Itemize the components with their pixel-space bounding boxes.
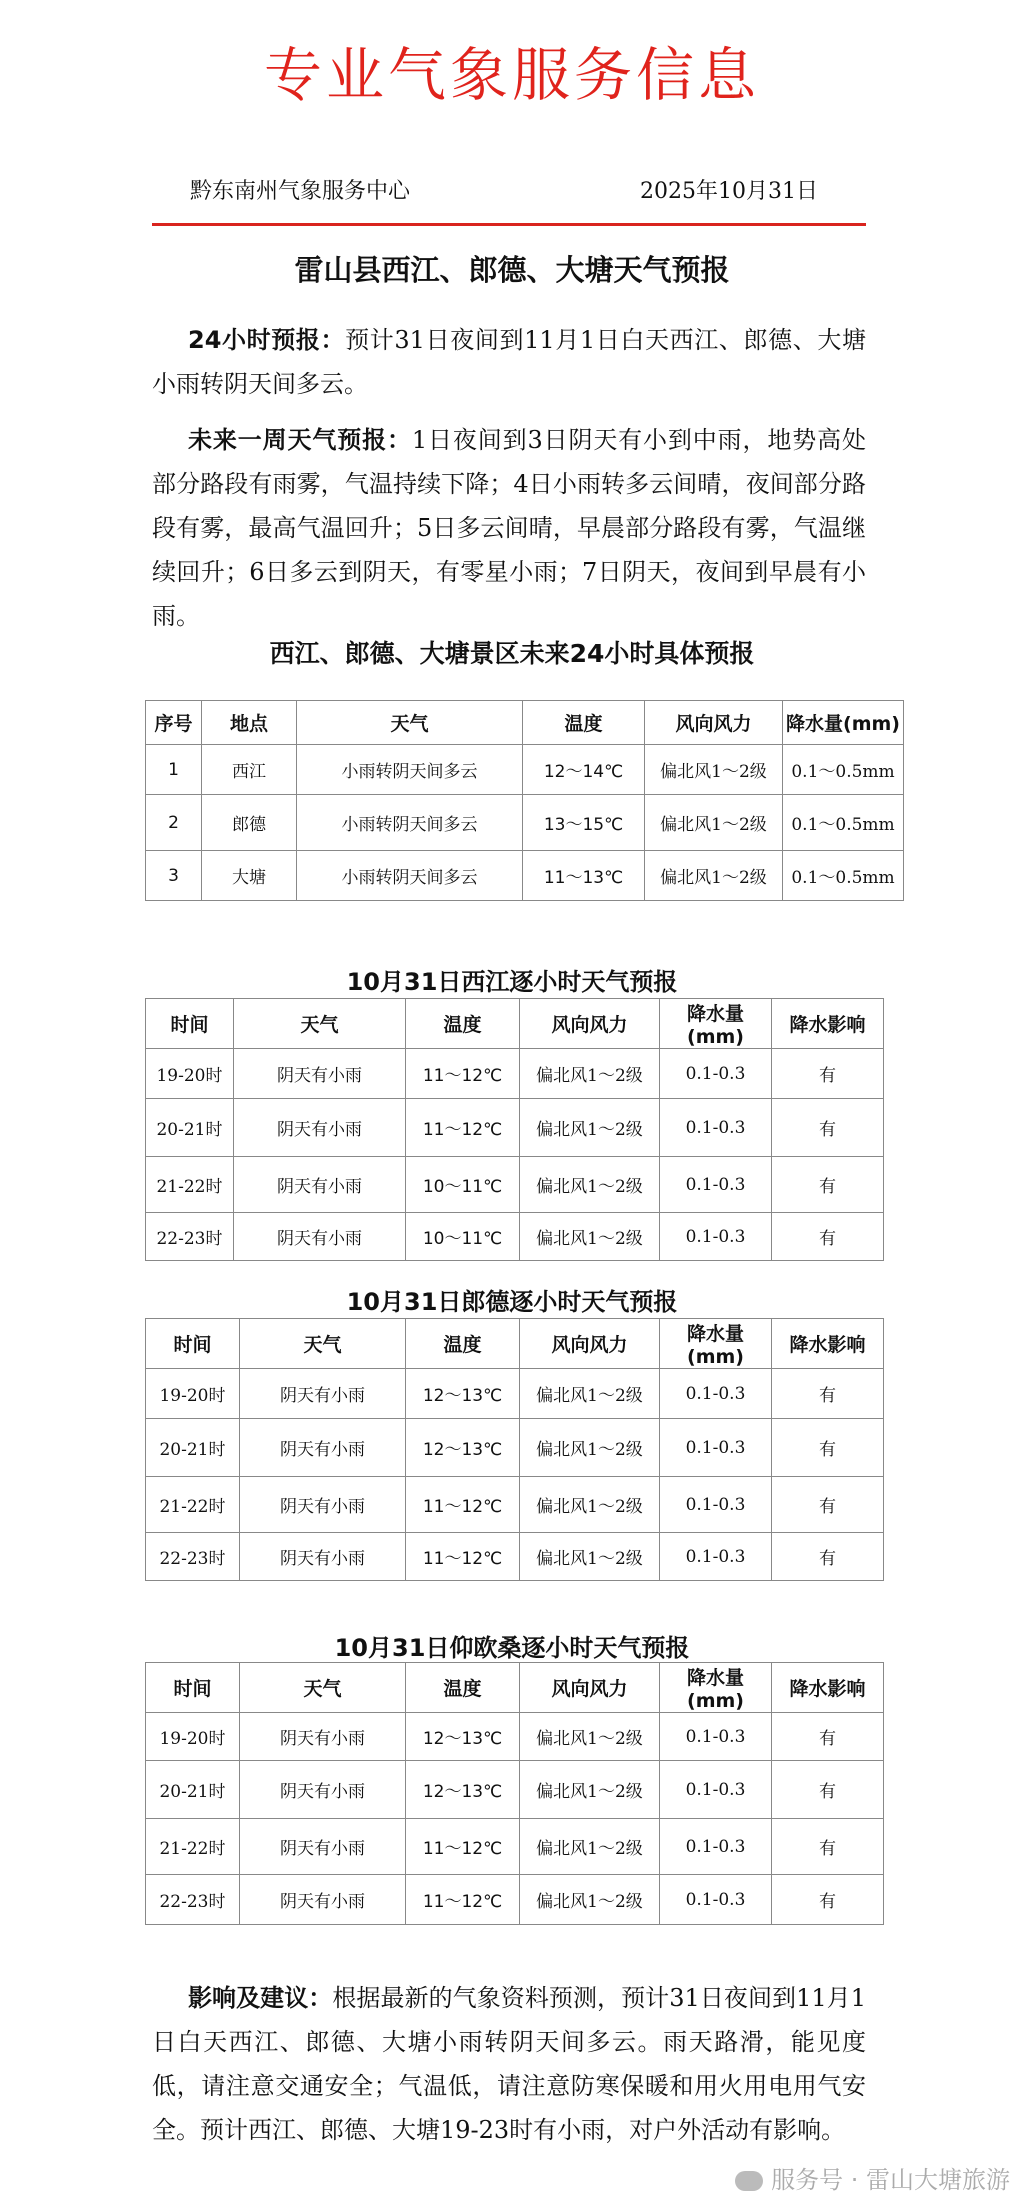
table-cell: 0.1-0.3 [660,1049,772,1099]
table-cell: 大塘 [202,851,297,901]
langde-hourly-table [145,1318,884,1581]
table-cell: 1 [146,745,202,795]
table-cell: 20-21时 [146,1761,240,1819]
table-row [146,851,904,901]
table-cell: 13～15℃ [523,795,645,851]
table-cell: 12～14℃ [523,745,645,795]
table-cell: 阴天有小雨 [240,1761,406,1819]
table-cell: 12～13℃ [406,1419,520,1477]
table-row [146,1369,884,1419]
forecast-24h-text: 预计31日夜间到11月1日白天西江、郎德、大塘小雨转阴天间多云。 [152,326,866,398]
table-cell: 12～13℃ [406,1369,520,1419]
table-cell: 10～11℃ [406,1213,520,1261]
table-cell: 阴天有小雨 [240,1713,406,1761]
table-cell: 阴天有小雨 [234,1213,406,1261]
table-cell: 0.1～0.5mm [783,851,904,901]
table-cell: 偏北风1～2级 [520,1157,660,1213]
table-cell: 有 [772,1419,884,1477]
table-cell: 有 [772,1713,884,1761]
col-header: 温度 [406,999,520,1049]
table-row [146,1213,884,1261]
col-header: 天气 [240,1319,406,1369]
table-cell: 11～12℃ [406,1099,520,1157]
table-row [146,1157,884,1213]
table-row [146,1049,884,1099]
watermark [735,2160,1010,2195]
col-header: 时间 [146,1319,240,1369]
table-cell: 0.1-0.3 [660,1369,772,1419]
advice-label: 影响及建议： [188,1984,333,2012]
col-header: 风向风力 [520,999,660,1049]
header-divider [152,223,866,226]
table-cell: 11～12℃ [406,1477,520,1533]
table-cell: 阴天有小雨 [240,1369,406,1419]
weekly-forecast-label: 未来一周天气预报： [188,426,412,454]
table-cell: 11～12℃ [406,1049,520,1099]
yangousang-table-title: 10月31日仰欧桑逐小时天气预报 [334,1634,690,1662]
col-header: 风向风力 [520,1319,660,1369]
langde-table-title: 10月31日郎德逐小时天气预报 [346,1288,678,1316]
col-header: 温度 [406,1663,520,1713]
table-cell: 0.1-0.3 [660,1477,772,1533]
table-cell: 阴天有小雨 [240,1419,406,1477]
yangousang-hourly-table [145,1662,884,1925]
table-cell: 偏北风1～2级 [520,1419,660,1477]
table-cell: 偏北风1～2级 [520,1049,660,1099]
table-cell: 有 [772,1049,884,1099]
document-title: 雷山县西江、郎德、大塘天气预报 [294,253,730,287]
advice-text: 根据最新的气象资料预测，预计31日夜间到11月1日白天西江、郎德、大塘小雨转阴天间多云。雨天路滑，能见度低，请注意交通安全；气温低，请注意防寒保暖和用火用电用气安全。预计西江、郎德、大塘19-23时有小雨，对户外活动有影响。 [152,1984,866,2144]
table-row [146,1819,884,1875]
table-cell: 偏北风1～2级 [645,851,783,901]
table-cell: 0.1-0.3 [660,1713,772,1761]
table-row [146,1761,884,1819]
table-row [146,1477,884,1533]
table-cell: 阴天有小雨 [240,1533,406,1581]
table-cell: 12～13℃ [406,1713,520,1761]
table-cell: 有 [772,1819,884,1875]
table-cell: 有 [772,1369,884,1419]
issuer-name: 黔东南州气象服务中心 [190,179,411,204]
table-cell: 阴天有小雨 [240,1819,406,1875]
table-cell: 西江 [202,745,297,795]
table-row [146,1875,884,1925]
col-header: 降水量(mm) [783,701,904,745]
table-cell: 阴天有小雨 [234,1049,406,1099]
scenic-table-title: 西江、郎德、大塘景区未来24小时具体预报 [269,639,755,668]
table-row [146,795,904,851]
table-cell: 0.1-0.3 [660,1819,772,1875]
table-cell: 阴天有小雨 [240,1477,406,1533]
table-cell: 19-20时 [146,1713,240,1761]
advice-paragraph [152,1976,866,2152]
xijiang-hourly-table [145,998,884,1261]
table-cell: 0.1～0.5mm [783,795,904,851]
table-cell: 有 [772,1533,884,1581]
col-header: 风向风力 [645,701,783,745]
table-cell: 有 [772,1099,884,1157]
table-cell: 21-22时 [146,1819,240,1875]
table-cell: 10～11℃ [406,1157,520,1213]
table-cell: 12～13℃ [406,1761,520,1819]
table-row [146,1713,884,1761]
table-cell: 偏北风1～2级 [645,745,783,795]
table-row [146,745,904,795]
table-cell: 阴天有小雨 [240,1875,406,1925]
table-cell: 偏北风1～2级 [520,1761,660,1819]
col-header: 降水量(mm) [660,999,772,1049]
table-cell: 19-20时 [146,1369,240,1419]
scenic-forecast-table [145,700,904,901]
table-cell: 2 [146,795,202,851]
col-header: 天气 [234,999,406,1049]
col-header: 风向风力 [520,1663,660,1713]
table-header-row [146,1319,884,1369]
table-cell: 偏北风1～2级 [520,1099,660,1157]
weekly-forecast-paragraph [152,418,866,638]
table-cell: 0.1～0.5mm [783,745,904,795]
table-cell: 偏北风1～2级 [645,795,783,851]
table-cell: 0.1-0.3 [660,1213,772,1261]
table-cell: 有 [772,1875,884,1925]
table-cell: 偏北风1～2级 [520,1533,660,1581]
table-cell: 0.1-0.3 [660,1157,772,1213]
table-cell: 0.1-0.3 [660,1875,772,1925]
table-cell: 偏北风1～2级 [520,1213,660,1261]
wechat-icon [735,2171,763,2191]
table-row [146,1419,884,1477]
col-header: 序号 [146,701,202,745]
forecast-24h-paragraph [152,318,866,406]
col-header: 降水影响 [772,1319,884,1369]
col-header: 降水量(mm) [660,1663,772,1713]
col-header: 天气 [240,1663,406,1713]
table-header-row [146,999,884,1049]
table-header-row [146,701,904,745]
table-cell: 小雨转阴天间多云 [297,745,523,795]
table-cell: 21-22时 [146,1477,240,1533]
col-header: 时间 [146,1663,240,1713]
table-cell: 0.1-0.3 [660,1761,772,1819]
table-cell: 22-23时 [146,1875,240,1925]
table-cell: 20-21时 [146,1099,234,1157]
table-cell: 0.1-0.3 [660,1533,772,1581]
table-row [146,1533,884,1581]
col-header: 天气 [297,701,523,745]
table-cell: 阴天有小雨 [234,1157,406,1213]
watermark-text: 服务号 · 雷山大塘旅游 [771,2166,1010,2194]
table-cell: 小雨转阴天间多云 [297,851,523,901]
table-cell: 阴天有小雨 [234,1099,406,1157]
table-cell: 21-22时 [146,1157,234,1213]
xijiang-table-title: 10月31日西江逐小时天气预报 [346,968,678,996]
table-cell: 0.1-0.3 [660,1099,772,1157]
col-header: 温度 [523,701,645,745]
table-row [146,1099,884,1157]
col-header: 降水影响 [772,999,884,1049]
table-cell: 20-21时 [146,1419,240,1477]
table-cell: 有 [772,1157,884,1213]
table-cell: 22-23时 [146,1213,234,1261]
col-header: 地点 [202,701,297,745]
table-cell: 偏北风1～2级 [520,1819,660,1875]
table-cell: 3 [146,851,202,901]
table-cell: 有 [772,1477,884,1533]
table-cell: 11～12℃ [406,1533,520,1581]
table-cell: 0.1-0.3 [660,1419,772,1477]
table-cell: 偏北风1～2级 [520,1713,660,1761]
page-title: 专业气象服务信息 [263,41,760,109]
table-cell: 小雨转阴天间多云 [297,795,523,851]
table-cell: 22-23时 [146,1533,240,1581]
table-cell: 偏北风1～2级 [520,1477,660,1533]
table-cell: 有 [772,1213,884,1261]
table-cell: 11～12℃ [406,1875,520,1925]
table-cell: 11～13℃ [523,851,645,901]
table-cell: 19-20时 [146,1049,234,1099]
table-cell: 偏北风1～2级 [520,1369,660,1419]
table-cell: 有 [772,1761,884,1819]
table-header-row [146,1663,884,1713]
forecast-24h-label: 24小时预报： [188,326,346,354]
table-cell: 郎德 [202,795,297,851]
weekly-forecast-text: 1日夜间到3日阴天有小到中雨，地势高处部分路段有雨雾，气温持续下降；4日小雨转多云间晴，夜间部分路段有雾，最高气温回升；5日多云间晴，早晨部分路段有雾，气温继续回升；6日多云到阴天，有零星小雨；7日阴天，夜间到早晨有小雨。 [152,426,867,630]
issue-date: 2025年10月31日 [640,179,818,204]
col-header: 降水量(mm) [660,1319,772,1369]
col-header: 温度 [406,1319,520,1369]
col-header: 时间 [146,999,234,1049]
table-cell: 偏北风1～2级 [520,1875,660,1925]
col-header: 降水影响 [772,1663,884,1713]
table-cell: 11～12℃ [406,1819,520,1875]
